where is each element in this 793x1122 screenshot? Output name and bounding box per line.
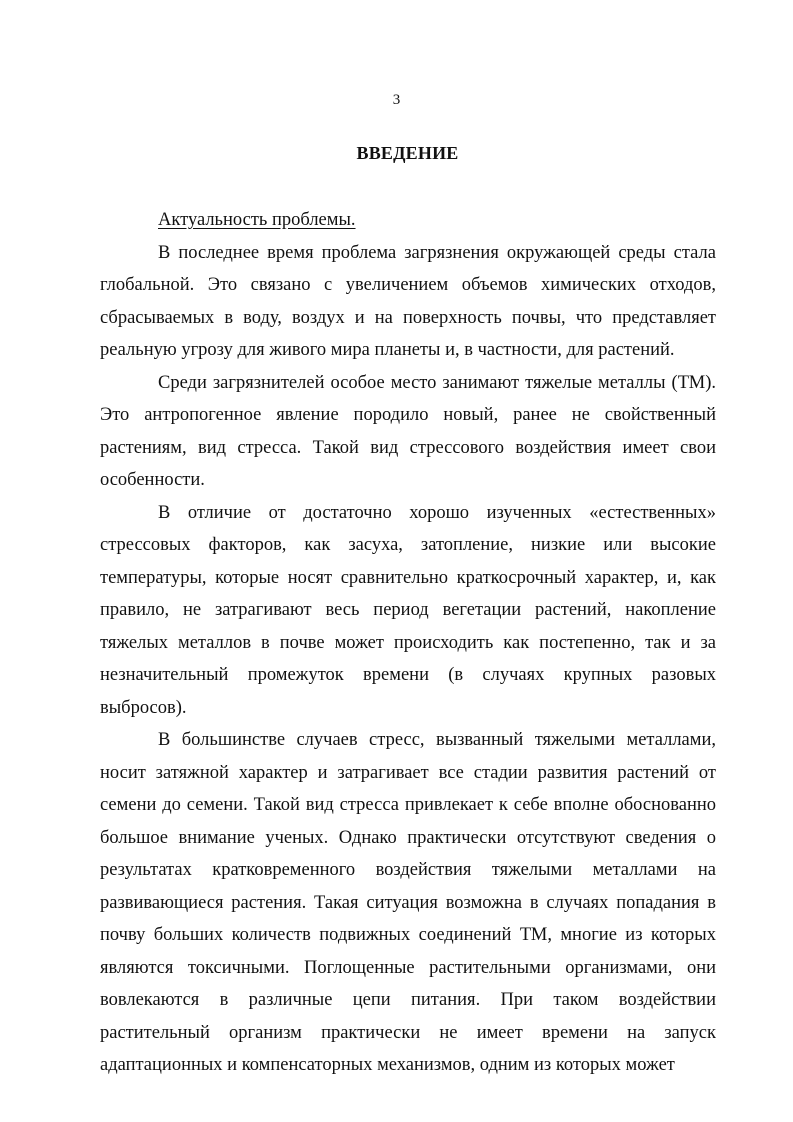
section-heading: Актуальность проблемы. bbox=[158, 210, 356, 230]
paragraph: В отличие от достаточно хорошо изученных «естественных» стрессовых факторов, как засуха, затопление, низкие или высокие температуры, которые носят сравнительно краткосрочный характер, и, как правило, не затрагивают весь период вегетации растений, накопление тяжелых металлов в почве может происходить как постепенно, так и за незначительный промежуток времени (в случаях крупных разовых выбросов). bbox=[100, 502, 716, 718]
page-number: 3 bbox=[392, 92, 401, 108]
paragraph: В последнее время проблема загрязнения окружающей среды стала глобальной. Это связано с увеличением объемов химических отходов, сбрасываемых в воду, воздух и на поверхность почвы, что представляет реальную угрозу для живого мира планеты и, в частности, для растений. bbox=[100, 242, 716, 360]
paragraph: В большинстве случаев стресс, вызванный тяжелыми металлами, носит затяжной характер и затрагивает все стадии развития растений от семени до семени. Такой вид стресса привлекает к себе вполне обоснованно большое внимание ученых. Однако практически отсутствуют сведения о результатах кратковременного воздействия тяжелыми металлами на развивающиеся растения. Такая ситуация возможна в случаях попадания в почву больших количеств подвижных соединений ТМ, многие из которых являются токсичными. Поглощенные растительными организмами, они вовлекаются в различные цепи питания. При таком воздействии растительный организм практически не имеет времени на запуск адаптационных и компенсаторных механизмов, одним из которых может bbox=[100, 730, 716, 1075]
document-body bbox=[100, 204, 716, 1082]
page-title: ВВЕДЕНИЕ bbox=[356, 143, 459, 163]
paragraph: Среди загрязнителей особое место занимают тяжелые металлы (ТМ). Это антропогенное явление породило новый, ранее не свойственный растениям, вид стресса. Такой вид стрессового воздействия имеет свои особенности. bbox=[100, 372, 716, 490]
